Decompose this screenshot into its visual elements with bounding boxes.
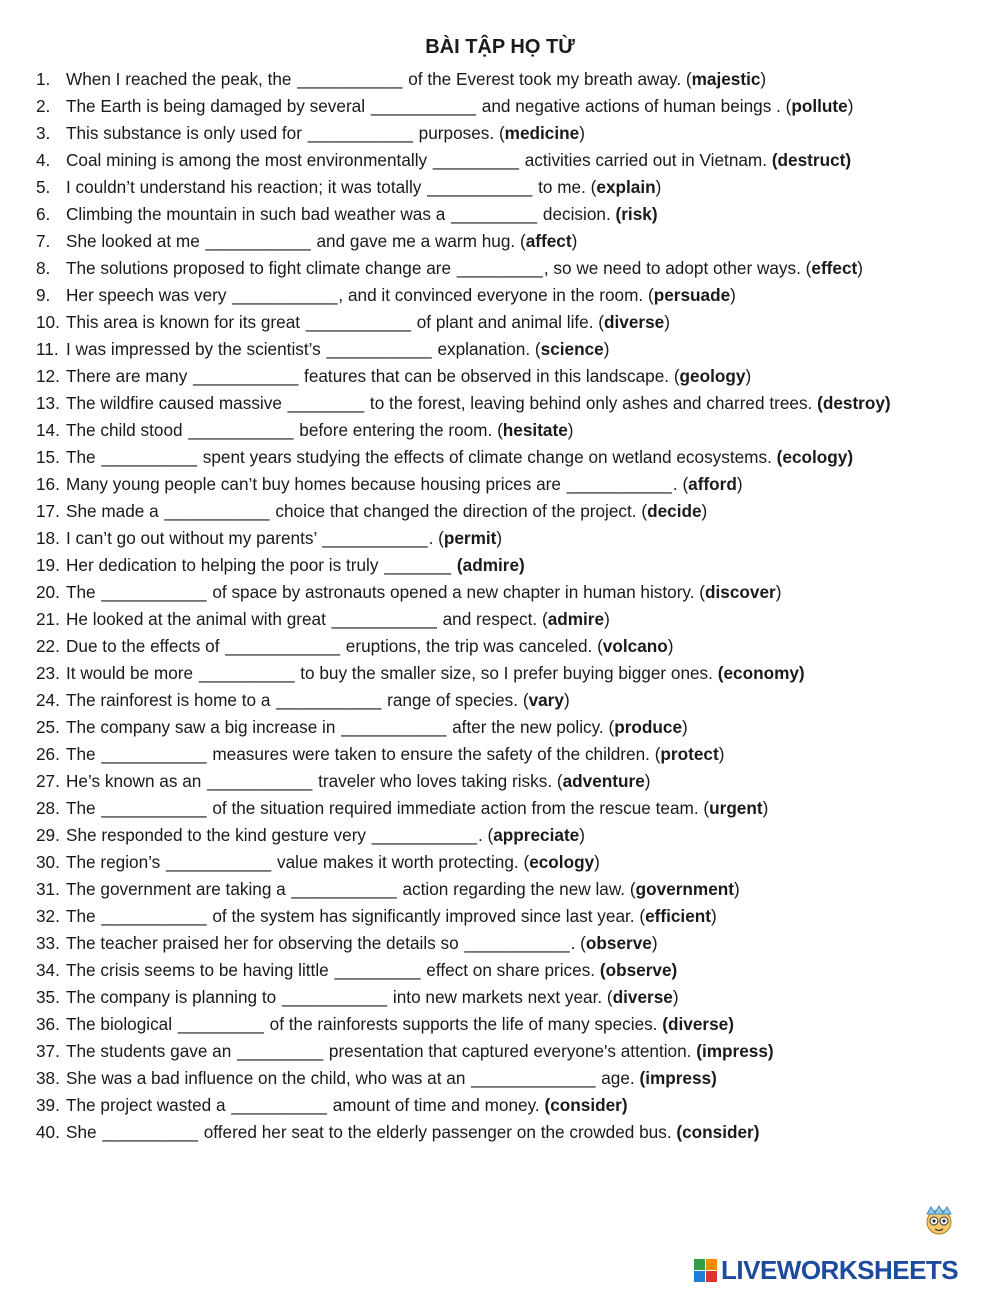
item-text-before: He’s known as an [66,771,207,791]
exercise-item [36,390,966,417]
answer-blank[interactable]: ___________ [188,420,294,440]
word-hint: (adventure) [556,771,651,791]
answer-blank[interactable]: __________ [102,1122,198,1142]
answer-blank[interactable]: ___________ [291,879,397,899]
answer-blank[interactable]: ___________ [427,177,533,197]
item-text-after: action regarding the new law. [397,879,630,899]
word-hint: (admire) [456,555,525,575]
item-text-after: into new markets next year. [388,987,607,1007]
word-hint: (hesitate) [497,420,574,440]
exercise-item [36,930,966,957]
exercise-item [36,309,966,336]
item-text-after: features that can be observed in this landscape. [299,366,674,386]
item-number: 4. [36,150,51,170]
item-text-before: I was impressed by the scientist’s [66,339,326,359]
item-text-after: measures were taken to ensure the safety of the children. [207,744,655,764]
answer-blank[interactable]: ___________ [281,987,388,1007]
item-number: 25. [36,717,60,737]
exercise-item [36,1038,966,1065]
answer-blank[interactable]: ___________ [166,852,272,872]
item-text-after: eruptions, the trip was canceled. [341,636,598,656]
hint-word: vary [528,690,564,710]
item-number: 24. [36,690,60,710]
item-text-before: I can’t go out without my parents’ [66,528,322,548]
exercise-item [36,255,966,282]
word-hint: (ecology) [523,852,600,872]
word-hint: (protect) [654,744,725,764]
item-number: 20. [36,582,60,602]
hint-word: appreciate [493,825,580,845]
item-text-after: and negative actions of human beings . [476,96,786,116]
item-number: 36. [36,1014,60,1034]
hint-word: decide [647,501,702,521]
item-number: 2. [36,96,51,116]
word-hint: (diverse) [598,312,670,332]
item-number: 9. [36,285,51,305]
word-hint: (medicine) [498,123,585,143]
exercise-item [36,363,966,390]
answer-blank[interactable]: _____________ [471,1068,596,1088]
item-text-after: and respect. [437,609,542,629]
item-text-before: Due to the effects of [66,636,225,656]
hint-word: explain [596,177,656,197]
item-number: 7. [36,231,51,251]
hint-word: affect [525,231,572,251]
item-text-after: before entering the room. [294,420,498,440]
word-hint: (diverse) [662,1014,734,1034]
hint-word: majestic [691,69,761,89]
item-number: 39. [36,1095,60,1115]
item-number: 11. [36,339,59,359]
word-hint: (majestic) [685,69,767,89]
word-hint: (consider) [544,1095,628,1115]
item-text-before: This area is known for its great [66,312,305,332]
item-text-after: offered her seat to the elderly passenger on the crowded bus. [198,1122,677,1142]
answer-blank[interactable]: ___________ [331,609,437,629]
hint-word: permit [443,528,497,548]
item-text-before: Her dedication to helping the poor is truly [66,555,384,575]
exercise-item [36,282,966,309]
answer-blank[interactable]: ___________ [371,825,477,845]
exercise-item [36,795,966,822]
word-hint: (geology) [673,366,752,386]
item-number: 26. [36,744,60,764]
item-text-before: Many young people can’t buy homes because housing prices are [66,474,566,494]
item-text-before: She responded to the kind gesture very [66,825,371,845]
answer-blank[interactable]: _______ [384,555,452,575]
word-hint: (destroy) [817,393,891,413]
item-number: 40. [36,1122,60,1142]
word-hint: (urgent) [703,798,769,818]
item-number: 37. [36,1041,60,1061]
word-hint: (impress) [639,1068,717,1088]
item-text-before: The Earth is being damaged by several [66,96,370,116]
hint-word: hesitate [502,420,568,440]
exercise-item [36,606,966,633]
answer-blank[interactable]: ___________ [101,798,207,818]
word-hint: (risk) [615,204,658,224]
hint-word: medicine [504,123,580,143]
exercise-item [36,903,966,930]
hint-word: consider [550,1095,622,1115]
answer-blank[interactable]: _________ [334,960,421,980]
item-text-before: The [66,744,101,764]
item-number: 38. [36,1068,60,1088]
word-hint: (persuade) [647,285,736,305]
exercise-item [36,741,966,768]
item-text-after: and gave me a warm hug. [311,231,520,251]
hint-word: admire [462,555,520,575]
word-hint: (volcano) [597,636,674,656]
item-number: 29. [36,825,60,845]
answer-blank[interactable]: ___________ [297,69,403,89]
answer-blank[interactable]: ____________ [225,636,341,656]
exercise-item [36,876,966,903]
exercise-item [36,1092,966,1119]
item-text-after: activities carried out in Vietnam. [519,150,772,170]
item-text-before: The [66,798,101,818]
answer-blank[interactable]: ___________ [205,231,311,251]
item-text-after: after the new policy. [447,717,609,737]
item-text-before: There are many [66,366,193,386]
item-text-before: The crisis seems to be having little [66,960,334,980]
exercise-item [36,93,966,120]
hint-word: destroy [822,393,885,413]
item-text-before: The government are taking a [66,879,291,899]
item-text-after: . [428,528,439,548]
word-hint: (science) [534,339,610,359]
item-text-before: The project wasted a [66,1095,231,1115]
answer-blank[interactable]: _________ [456,258,543,278]
item-text-before: The wildfire caused massive [66,393,287,413]
item-text-after: effect on share prices. [421,960,600,980]
item-text-before: It would be more [66,663,198,683]
item-text-after: explanation. [432,339,535,359]
item-number: 23. [36,663,60,683]
exercise-item [36,579,966,606]
hint-word: adventure [562,771,645,791]
word-hint: (afford) [682,474,743,494]
word-hint: (effect) [805,258,863,278]
word-hint: (destruct) [771,150,852,170]
item-number: 33. [36,933,60,953]
item-text-before: The students gave an [66,1041,237,1061]
item-number: 15. [36,447,60,467]
hint-word: pollute [791,96,848,116]
item-number: 13. [36,393,60,413]
item-text-after: . [672,474,683,494]
item-text-after: to me. [533,177,591,197]
answer-blank[interactable]: ___________ [305,312,411,332]
item-text-before: Coal mining is among the most environmentally [66,150,432,170]
liveworksheets-logo [694,1255,958,1286]
exercise-item [36,471,966,498]
exercise-item [36,174,966,201]
item-text-after: of the rainforests supports the life of many species. [264,1014,663,1034]
hint-word: science [540,339,604,359]
item-text-before: The company saw a big increase in [66,717,341,737]
word-hint: (vary) [522,690,570,710]
hint-word: diverse [612,987,673,1007]
hint-word: effect [811,258,858,278]
item-text-before: When I reached the peak, the [66,69,297,89]
answer-blank[interactable]: __________ [231,1095,327,1115]
answer-blank[interactable]: ___________ [193,366,299,386]
exercise-item [36,687,966,714]
item-text-after: purposes. [413,123,499,143]
exercise-item [36,957,966,984]
exercise-item [36,660,966,687]
item-text-before: The [66,906,101,926]
exercise-item [36,66,966,93]
answer-blank[interactable]: ___________ [207,771,313,791]
item-text-after: decision. [538,204,616,224]
exercise-item [36,120,966,147]
item-text-after: spent years studying the effects of climate change on wetland ecosystems. [198,447,777,467]
logo-mark-icon [694,1259,717,1282]
item-text-before: The [66,582,101,602]
hint-word: government [635,879,734,899]
answer-blank[interactable]: ___________ [101,582,207,602]
item-number: 6. [36,204,51,224]
answer-blank[interactable]: ___________ [101,906,207,926]
item-text-before: The child stood [66,420,188,440]
item-text-after: choice that changed the direction of the project. [270,501,642,521]
hint-word: diverse [668,1014,729,1034]
item-text-after: to the forest, leaving behind only ashes and charred trees. [365,393,818,413]
item-number: 35. [36,987,60,1007]
answer-blank[interactable]: ___________ [464,933,570,953]
hint-word: observe [585,933,652,953]
item-number: 12. [36,366,60,386]
item-text-after: of the Everest took my breath away. [403,69,686,89]
hint-word: urgent [709,798,763,818]
answer-blank[interactable]: ___________ [164,501,270,521]
exercise-item [36,714,966,741]
exercise-item [36,498,966,525]
item-number: 16. [36,474,60,494]
item-text-after: range of species. [382,690,523,710]
word-hint: (explain) [590,177,662,197]
exercise-item [36,822,966,849]
answer-blank[interactable]: ___________ [566,474,672,494]
exercise-item [36,984,966,1011]
logo-text: LIVEWORKSHEETS [721,1255,959,1285]
word-hint: (diverse) [606,987,679,1007]
exercise-item [36,525,966,552]
exercise-list [36,66,966,1146]
item-text-before: The [66,447,101,467]
hint-word: ecology [782,447,848,467]
exercise-item [36,768,966,795]
item-text-before: The rainforest is home to a [66,690,276,710]
item-text-after: of space by astronauts opened a new chapter in human history. [207,582,700,602]
item-text-before: The company is planning to [66,987,281,1007]
item-number: 17. [36,501,60,521]
hint-word: afford [688,474,737,494]
answer-blank[interactable]: _________ [451,204,538,224]
item-text-after: of plant and animal life. [411,312,599,332]
item-text-before: She was a bad influence on the child, who was at an [66,1068,471,1088]
item-number: 34. [36,960,60,980]
item-number: 31. [36,879,60,899]
item-text-after: age. [596,1068,640,1088]
item-text-before: The region’s [66,852,166,872]
exercise-item [36,444,966,471]
item-text-before: The biological [66,1014,177,1034]
word-hint: (observe) [599,960,678,980]
exercise-item [36,228,966,255]
word-hint: (appreciate) [487,825,585,845]
word-hint: (government) [629,879,740,899]
item-number: 22. [36,636,60,656]
item-number: 27. [36,771,60,791]
item-number: 8. [36,258,51,278]
item-number: 30. [36,852,60,872]
hint-word: efficient [645,906,711,926]
exercise-item [36,633,966,660]
answer-blank[interactable]: ________ [287,393,365,413]
word-hint: (discover) [699,582,782,602]
hint-word: observe [605,960,672,980]
item-number: 21. [36,609,60,629]
item-text-after: amount of time and money. [327,1095,545,1115]
item-text-before: She looked at me [66,231,205,251]
item-number: 28. [36,798,60,818]
item-text-before: She made a [66,501,164,521]
word-hint: (ecology) [776,447,854,467]
word-hint: (efficient) [639,906,717,926]
exercise-item [36,552,966,579]
item-text-after: . [477,825,488,845]
answer-blank[interactable]: _________ [432,150,519,170]
answer-blank[interactable]: ___________ [370,96,476,116]
answer-blank[interactable]: _________ [177,1014,264,1034]
word-hint: (observe) [580,933,658,953]
item-text-after: traveler who loves taking risks. [313,771,557,791]
word-hint: (affect) [519,231,578,251]
item-text-after: , and it convinced everyone in the room. [338,285,648,305]
hint-word: protect [660,744,719,764]
item-text-before: Her speech was very [66,285,232,305]
answer-blank[interactable]: ___________ [322,528,428,548]
word-hint: (consider) [676,1122,760,1142]
item-text-before: She [66,1122,102,1142]
answer-blank[interactable]: __________ [101,447,197,467]
answer-blank[interactable]: __________ [198,663,295,683]
hint-word: destruct [777,150,846,170]
answer-blank[interactable]: ___________ [232,285,338,305]
item-text-after: presentation that captured everyone's attention. [324,1041,697,1061]
answer-blank[interactable]: _________ [237,1041,324,1061]
exercise-item [36,417,966,444]
item-text-after: of the situation required immediate action from the rescue team. [207,798,704,818]
item-number: 18. [36,528,60,548]
item-text-after: value makes it worth protecting. [272,852,524,872]
hint-word: ecology [529,852,595,872]
item-text-before: This substance is only used for [66,123,307,143]
item-number: 1. [36,69,51,89]
item-number: 32. [36,906,60,926]
hint-word: risk [621,204,652,224]
item-number: 3. [36,123,51,143]
hint-word: produce [614,717,683,737]
item-number: 5. [36,177,51,197]
hint-word: geology [679,366,746,386]
exercise-item [36,849,966,876]
item-number: 14. [36,420,60,440]
exercise-item [36,1065,966,1092]
item-number: 19. [36,555,60,575]
word-hint: (produce) [608,717,688,737]
exercise-item [36,201,966,228]
word-hint: (decide) [641,501,708,521]
mascot-icon [921,1204,957,1236]
hint-word: consider [682,1122,754,1142]
answer-blank[interactable]: ___________ [276,690,382,710]
page-title: BÀI TẬP HỌ TỪ [425,36,575,58]
item-text-after: , so we need to adopt other ways. [543,258,806,278]
word-hint: (permit) [438,528,503,548]
exercise-item [36,1011,966,1038]
item-number: 10. [36,312,60,332]
word-hint: (admire) [541,609,610,629]
answer-blank[interactable]: ___________ [307,123,413,143]
answer-blank[interactable]: ___________ [101,744,207,764]
hint-word: impress [645,1068,712,1088]
hint-word: impress [701,1041,768,1061]
word-hint: (impress) [696,1041,774,1061]
hint-word: volcano [602,636,668,656]
hint-word: admire [547,609,605,629]
item-text-before: He looked at the animal with great [66,609,331,629]
exercise-item [36,336,966,363]
item-text-before: Climbing the mountain in such bad weather was a [66,204,451,224]
word-hint: (economy) [717,663,805,683]
item-text-before: The solutions proposed to fight climate change are [66,258,456,278]
hint-word: diverse [604,312,665,332]
item-text-after: . [570,933,581,953]
item-text-after: to buy the smaller size, so I prefer buying bigger ones. [295,663,718,683]
hint-word: economy [723,663,799,683]
item-text-after: of the system has significantly improved since last year. [207,906,640,926]
exercise-item [36,1119,966,1146]
answer-blank[interactable]: ___________ [341,717,447,737]
hint-word: discover [705,582,776,602]
word-hint: (pollute) [785,96,854,116]
hint-word: persuade [653,285,731,305]
item-text-before: The teacher praised her for observing the details so [66,933,464,953]
exercise-item [36,147,966,174]
item-text-before: I couldn’t understand his reaction; it was totally [66,177,427,197]
answer-blank[interactable]: ___________ [326,339,432,359]
